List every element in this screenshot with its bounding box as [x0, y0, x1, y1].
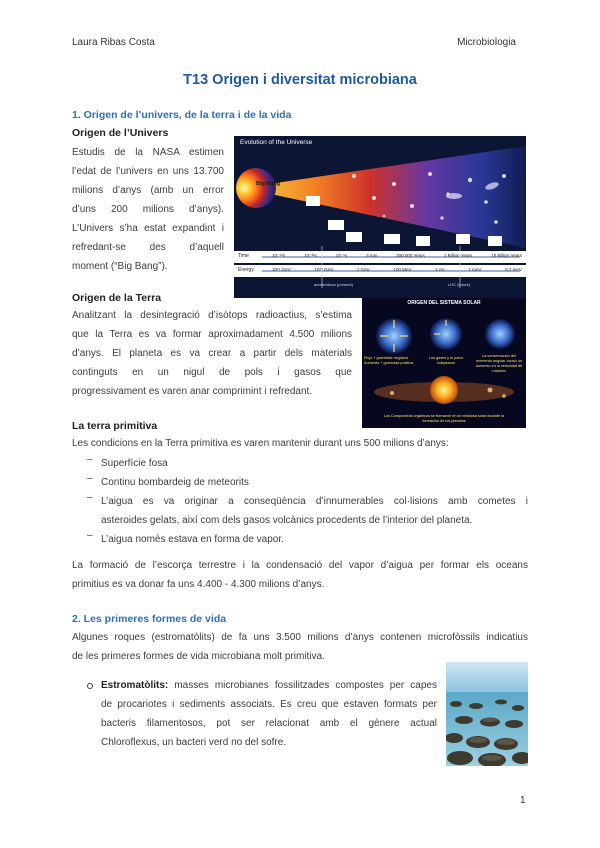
solar-caption-left: Flujo + gravedad negativa. Aumento + gravedad positiva [364, 356, 414, 365]
header-subject: Microbiologia [457, 37, 516, 48]
list-item-continuation: asteroides gelats, així com dels gasos volcànics procedents de l’interior del planeta. [101, 515, 473, 526]
energy-axis-label: Energy [238, 267, 254, 273]
dash-bullet: – [87, 492, 93, 503]
solar-figure-title: ORIGEN DEL SISTEMA SOLAR [407, 300, 481, 306]
solar-caption-right: La conservación del momento angular causó un aumento en la velocidad de rotación [475, 354, 523, 373]
section1-heading: 1. Origen de l’univers, de la terra i de la vida [72, 109, 292, 121]
stromatolites-photo [446, 662, 528, 766]
footer-right: LHC (future) [448, 282, 471, 287]
evolution-of-universe-figure [234, 136, 526, 298]
solar-caption-bottom: Los Compuestos orgánicos se formaron en la nebulosa solar durante la formación de los planetas [383, 414, 505, 423]
universe-heading: Origen de l’Univers [72, 127, 169, 139]
section2-intro: Algunes roques (estromatòlits) de fa uns 3.500 milions d’anys contenen microfòssils indicatius de les primeres formes de vida microbiana molt primitiva. [72, 632, 528, 662]
primitive-closing: La formació de l’escorça terrestre i la condensació del vapor d’aigua per formar els oceans primitius es va donar fa uns 4.400 - 4.300 milions d’anys. [72, 560, 528, 590]
dash-bullet: – [87, 473, 93, 484]
page-title: T13 Origen i diversitat microbiana [183, 72, 417, 88]
big-bang-label: Big Bang [256, 181, 281, 187]
time-axis-label: Time [238, 253, 249, 259]
earth-heading: Origen de la Terra [72, 292, 162, 304]
stromatolites-paragraph: Estromatòlits: masses microbianes fossilitzades compostes per capes de procariotes i sediments associats. Es creu que estaven formats per bacteris filamentosos, pot ser relacionat amb el gènere actual Chloroflexus, un bacteri verd no del sofre. [101, 680, 437, 748]
earth-paragraph: Analitzant la desintegració d’isòtops radioactius, s’estima que la Terra es va formar aproximadament 4.500 milions d’anys. El planeta es va crear a partir dels materials continguts en un nigul de pols i gasos que progressivament es varen anar comprimint i refredant. [72, 310, 352, 397]
list-item: Continu bombardeig de meteorits [101, 477, 249, 488]
solar-system-figure [362, 298, 526, 428]
primitive-intro: Les condicions en la Terra primitiva es varen mantenir durant uns 500 milions d’anys: [72, 438, 449, 449]
list-item: Superfície fosa [101, 458, 168, 469]
universe-paragraph: Estudis de la NASA estimen l’edat de l’univers en uns 13.700 milions d’anys (amb un error d’uns 200 milions d’anys). L’Univers s’ha estat expandint i refredant-se des d’aquell moment (“Big Bang”). [72, 147, 224, 272]
list-item: L’aigua només estava en forma de vapor. [101, 534, 284, 545]
energy-ticks: 10¹⁹ GeV 10¹⁵ GeV 1 GeV 100 MeV 1 eV 1 meV 0,7 meV [272, 267, 522, 272]
stromatolites-term: Estromatòlits: [101, 680, 169, 691]
dash-bullet: – [87, 454, 93, 465]
list-item: L’aigua es va originar a conseqüència d’innumerables col·lisions amb cometes i [101, 496, 528, 507]
solar-caption-mid: Los gases y el polvo colapsaron [428, 356, 464, 365]
universe-figure-title: Evolution of the Universe [240, 139, 313, 146]
time-ticks: 10⁻⁴³s 10⁻³²s 10⁻⁶s 3 min 300 000 Years 1 Billion Years 15 Billion Years [272, 253, 522, 258]
page-number: 1 [520, 795, 526, 806]
header-author: Laura Ribas Costa [72, 37, 155, 48]
primitive-heading: La terra primitiva [72, 420, 158, 432]
dash-bullet: – [87, 530, 93, 541]
circle-bullet [87, 683, 93, 689]
section2-heading: 2. Les primeres formes de vida [72, 613, 227, 625]
footer-left: accelerators (present) [314, 282, 353, 287]
